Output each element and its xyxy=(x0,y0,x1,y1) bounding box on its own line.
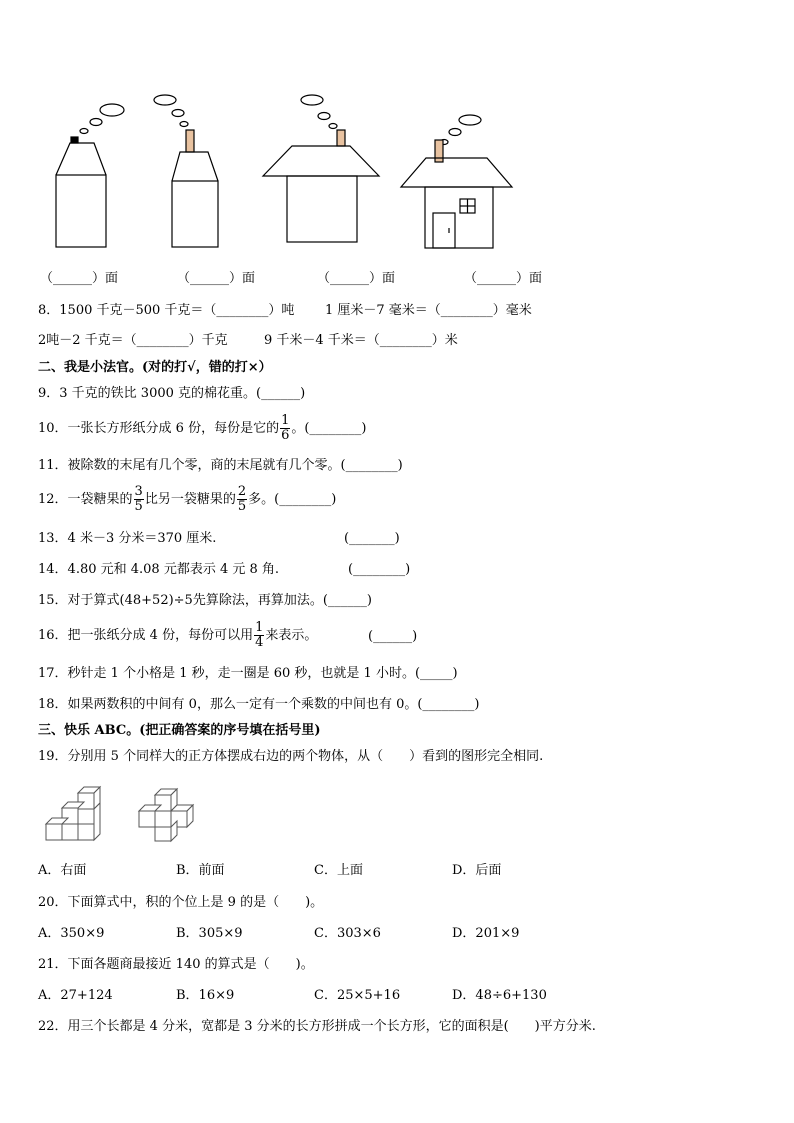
q8-part-c: 2吨－2 千克＝（________）千克 xyxy=(38,333,228,348)
q16-fraction-numerator: 1 xyxy=(255,620,264,635)
q8-part-d: 9 千米－4 千米＝（________）米 xyxy=(264,333,458,348)
question-22: 22．用三个长都是 4 分米，宽都是 3 分米的长方形拼成一个长方形，它的面积是( )平方分米. xyxy=(38,1019,596,1034)
question-16-blank: (______) xyxy=(368,629,418,644)
house-label-2: （______）面 xyxy=(177,271,256,286)
q12-fraction-2-denominator: 5 xyxy=(237,499,247,514)
question-18: 18．如果两数积的中间有 0，那么一定有一个乘数的中间也有 0。(________) xyxy=(38,697,480,712)
question-17: 17．秒针走 1 个小格是 1 秒，走一圈是 60 秒，也就是 1 小时。(_____) xyxy=(38,666,458,681)
q10-fraction-denominator: 6 xyxy=(281,428,290,443)
q12-fraction-2-numerator: 2 xyxy=(237,484,247,499)
q19-option-a: A．右面 xyxy=(38,863,87,878)
q20-option-a: A．350×9 xyxy=(38,926,105,941)
question-20: 20．下面算式中，积的个位上是 9 的是（ )。 xyxy=(38,895,324,910)
house-label-1: （______）面 xyxy=(40,271,119,286)
q10-text-post: 。(________) xyxy=(291,421,367,436)
q16-text-pre: 16．把一张纸分成 4 份，每份可以用 xyxy=(38,628,254,643)
question-11: 11．被除数的末尾有几个零，商的末尾就有几个零。(________) xyxy=(38,458,403,473)
house-label-3: （______）面 xyxy=(317,271,396,286)
question-14: 14．4.80 元和 4.08 元都表示 4 元 8 角. xyxy=(38,562,280,577)
question-21: 21．下面各题商最接近 140 的算式是（ )。 xyxy=(38,957,314,972)
q20-option-d: D．201×9 xyxy=(452,926,520,941)
question-13: 13．4 米－3 分米＝370 厘米. xyxy=(38,531,217,546)
q8-part-b: 1 厘米－7 毫米＝（________）毫米 xyxy=(325,303,532,318)
q20-option-c: C．303×6 xyxy=(314,926,381,941)
q10-fraction-numerator: 1 xyxy=(281,413,290,428)
q21-option-b: B．16×9 xyxy=(176,988,235,1003)
q12-text-mid: 比另一袋糖果的 xyxy=(144,492,236,507)
section-2-title: 二、我是小法官。(对的打√，错的打×） xyxy=(38,360,272,375)
q21-option-c: C．25×5+16 xyxy=(314,988,401,1003)
section-3-title: 三、快乐 ABC。(把正确答案的序号填在括号里) xyxy=(38,723,321,738)
question-13-blank: (_______) xyxy=(344,531,400,546)
q8-part-a: 8．1500 千克－500 千克＝（________）吨 xyxy=(38,303,295,318)
q16-fraction-denominator: 4 xyxy=(255,635,264,650)
house-label-4: （______）面 xyxy=(464,271,543,286)
q19-option-d: D．后面 xyxy=(452,863,502,878)
question-9: 9．3 千克的铁比 3000 克的棉花重。(______) xyxy=(38,386,306,401)
q12-text-post: 多。(________) xyxy=(248,492,337,507)
question-14-blank: (________) xyxy=(348,562,411,577)
q20-option-b: B．305×9 xyxy=(176,926,243,941)
q19-option-b: B．前面 xyxy=(176,863,225,878)
q12-fraction-1-denominator: 5 xyxy=(134,499,143,514)
question-19: 19．分别用 5 个同样大的正方体摆成右边的两个物体，从（ ）看到的图形完全相同. xyxy=(38,749,544,764)
q12-fraction-1-numerator: 3 xyxy=(134,484,143,499)
q10-text-pre: 10．一张长方形纸分成 6 份，每份是它的 xyxy=(38,421,280,436)
question-15: 15．对于算式(48+52)÷5先算除法，再算加法。(______) xyxy=(38,593,372,608)
q21-option-a: A．27+124 xyxy=(38,988,113,1003)
q16-text-post: 来表示。 xyxy=(265,628,318,643)
q21-option-d: D．48÷6+130 xyxy=(452,988,547,1003)
q12-text-pre: 12．一袋糖果的 xyxy=(38,492,133,507)
q19-option-c: C．上面 xyxy=(314,863,363,878)
